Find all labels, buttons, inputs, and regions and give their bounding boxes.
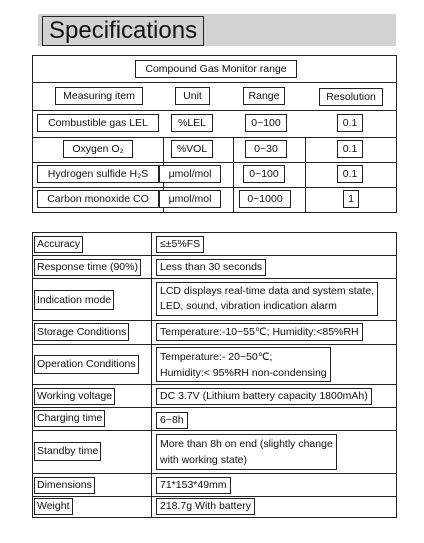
value-working-voltage: DC 3.7V (Lithium battery capacity 1800mAh) bbox=[156, 388, 372, 405]
item-cell: Oxygen O₂ bbox=[63, 140, 133, 158]
row-divider bbox=[33, 137, 396, 138]
row-divider bbox=[33, 407, 396, 408]
header-measuring-item: Measuring item bbox=[55, 87, 143, 105]
row-divider bbox=[33, 187, 396, 188]
value-dimensions: 71*153*49mm bbox=[156, 477, 231, 494]
item-cell: Hydrogen sulfide H₂S bbox=[37, 165, 159, 183]
label-weight: Weight bbox=[34, 498, 73, 515]
range-cell: 0~100 bbox=[245, 114, 287, 132]
value-weight: 218.7g With battery bbox=[156, 498, 255, 515]
item-cell: Carbon monoxide CO bbox=[37, 190, 159, 208]
label-standby-time: Standby time bbox=[34, 442, 101, 461]
label-charging-time: Charging time bbox=[34, 410, 105, 427]
value-indication-mode: LCD displays real-time data and system state, LED, sound, vibration indication alarm bbox=[156, 282, 378, 316]
resolution-cell: 0.1 bbox=[337, 114, 363, 132]
row-divider bbox=[33, 430, 396, 431]
item-cell: Combustible gas LEL bbox=[37, 114, 159, 132]
value-operation-conditions: Temperature:- 20~50℃; Humidity:< 95%RH non-condensing bbox=[156, 347, 331, 382]
label-response-time: Response time (90%) bbox=[34, 259, 141, 276]
row-divider bbox=[33, 384, 396, 385]
range-table bbox=[32, 55, 397, 213]
label-storage-conditions: Storage Conditions bbox=[34, 323, 129, 341]
column-divider bbox=[233, 138, 234, 212]
unit-cell: %VOL bbox=[171, 140, 213, 158]
label-accuracy: Accuracy bbox=[34, 236, 83, 253]
row-divider bbox=[33, 344, 396, 345]
column-divider bbox=[305, 138, 306, 212]
value-standby-time: More than 8h on end (slightly change with working state) bbox=[156, 434, 337, 470]
range-table-caption: Compound Gas Monitor range bbox=[135, 60, 297, 78]
row-divider bbox=[33, 320, 396, 321]
page-title: Specifications bbox=[42, 16, 204, 46]
column-divider bbox=[151, 233, 152, 517]
specifications-table bbox=[32, 232, 397, 518]
unit-cell: μmol/mol bbox=[159, 190, 221, 208]
row-divider bbox=[33, 110, 396, 111]
header-resolution: Resolution bbox=[319, 88, 383, 106]
row-divider bbox=[33, 255, 396, 256]
unit-cell: %LEL bbox=[171, 114, 213, 132]
row-divider bbox=[33, 82, 396, 83]
row-divider bbox=[33, 496, 396, 497]
value-storage-conditions: Temperature:-10~55℃; Humidity:<85%RH bbox=[156, 323, 363, 341]
resolution-cell: 1 bbox=[343, 190, 359, 208]
range-cell: 0~30 bbox=[245, 140, 287, 158]
label-operation-conditions: Operation Conditions bbox=[34, 355, 139, 374]
row-divider bbox=[33, 278, 396, 279]
value-charging-time: 6~8h bbox=[156, 412, 188, 429]
resolution-cell: 0.1 bbox=[337, 140, 363, 158]
header-unit: Unit bbox=[175, 87, 210, 105]
label-working-voltage: Working voltage bbox=[34, 388, 115, 405]
value-response-time: Less than 30 seconds bbox=[156, 259, 266, 276]
range-cell: 0~1000 bbox=[239, 190, 291, 208]
unit-cell: μmol/mol bbox=[159, 165, 221, 183]
label-indication-mode: Indication mode bbox=[34, 290, 114, 310]
row-divider bbox=[33, 473, 396, 474]
label-dimensions: Dimensions bbox=[34, 477, 95, 494]
value-accuracy: ≤±5%FS bbox=[156, 236, 204, 253]
range-cell: 0~100 bbox=[243, 165, 285, 183]
header-range: Range bbox=[243, 87, 285, 105]
row-divider bbox=[33, 162, 396, 163]
resolution-cell: 0.1 bbox=[337, 165, 363, 183]
